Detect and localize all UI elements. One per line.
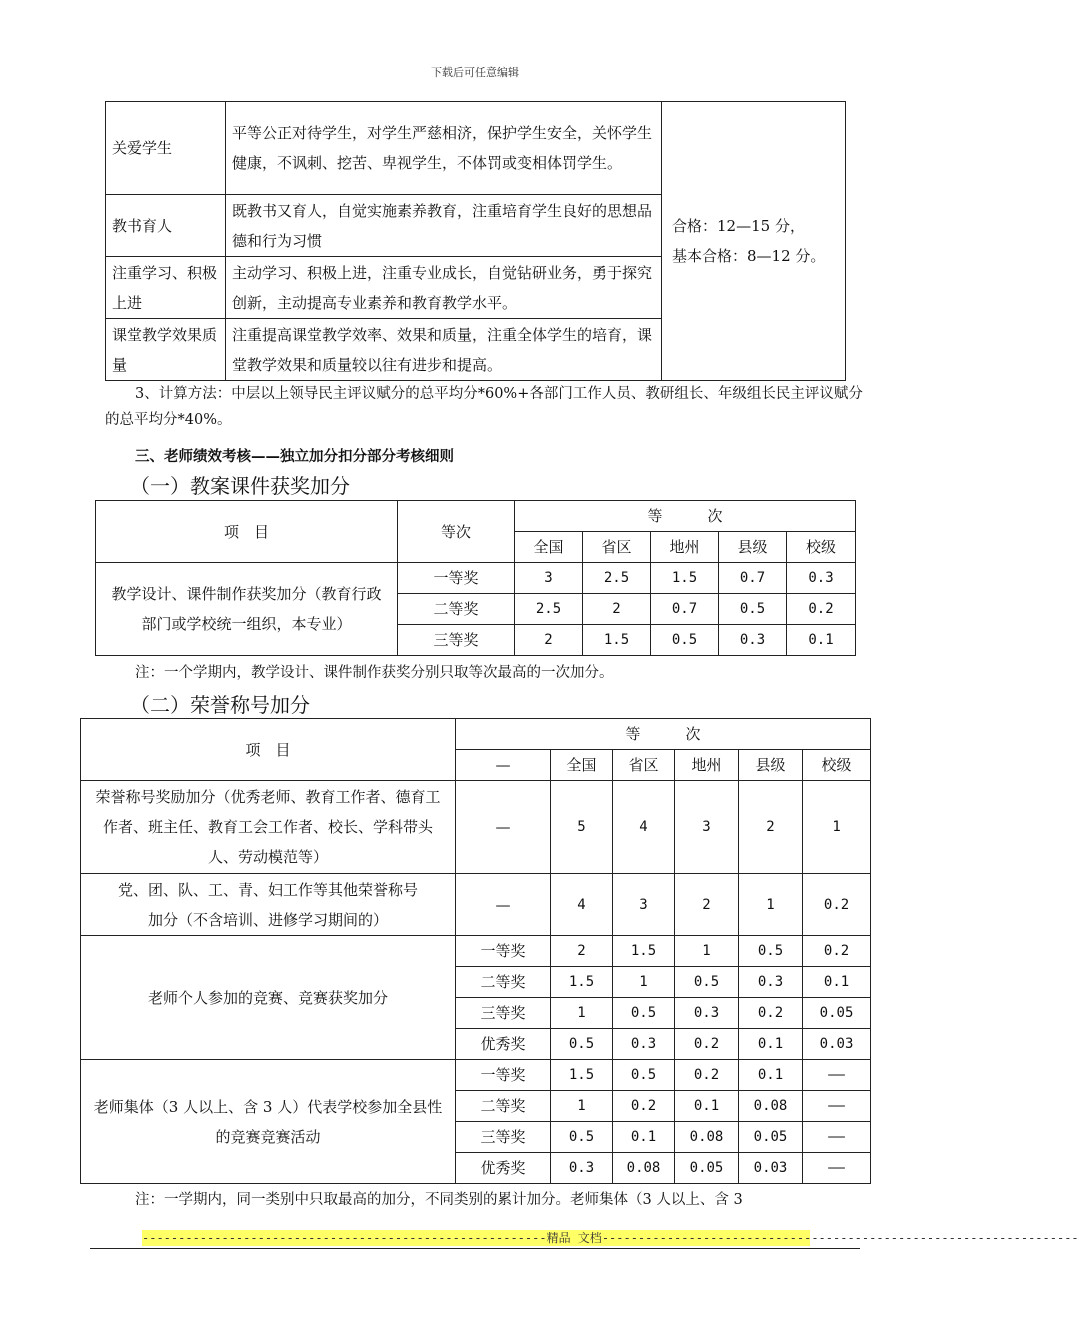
value-cell: 0.5 <box>613 998 675 1029</box>
value-cell: 4 <box>613 781 675 874</box>
grade-cell: 三等奖 <box>456 1122 551 1153</box>
item-cell: 教学设计、课件制作获奖加分（教育行政部门或学校统一组织，本专业） <box>96 563 398 656</box>
grade-cell: — <box>456 874 551 936</box>
desc-cell: 平等公正对待学生，对学生严慈相济，保护学生安全，关怀学生健康，不讽刺、挖苦、卑视学生，不体罚或变相体罚学生。 <box>226 102 662 195</box>
level-header: 省区 <box>583 532 651 563</box>
footer-label: 精品 文档 <box>546 1231 602 1245</box>
level-header: 县级 <box>719 532 787 563</box>
item-cell: 老师集体（3 人以上、含 3 人）代表学校参加全县性的竞赛竞赛活动 <box>81 1060 456 1184</box>
grade-cell: 一等奖 <box>456 1060 551 1091</box>
value-cell: 1.5 <box>651 563 719 594</box>
item-cell: 教书育人 <box>106 195 226 257</box>
value-cell: 2 <box>583 594 651 625</box>
value-cell: 1 <box>803 781 871 874</box>
header-dash: — <box>456 750 551 781</box>
value-cell: —— <box>803 1060 871 1091</box>
item-cell: 荣誉称号奖励加分（优秀老师、教育工作者、德育工作者、班主任、教育工会工作者、校长、学科带头人、劳动模范等） <box>81 781 456 874</box>
grade-cell: 三等奖 <box>398 625 515 656</box>
item-cell: 注重学习、积极上进 <box>106 257 226 319</box>
value-cell: 0.05 <box>803 998 871 1029</box>
value-cell: 0.5 <box>675 967 739 998</box>
value-cell: 0.5 <box>551 1122 613 1153</box>
value-cell: 0.05 <box>739 1122 803 1153</box>
item-cell: 老师个人参加的竞赛、竞赛获奖加分 <box>81 936 456 1060</box>
grade-cell: 二等奖 <box>456 1091 551 1122</box>
desc-cell: 主动学习、积极上进，注重专业成长，自觉钻研业务，勇于探究创新，主动提高专业素养和教育教学水平。 <box>226 257 662 319</box>
value-cell: 0.08 <box>613 1153 675 1184</box>
value-cell: 3 <box>515 563 583 594</box>
value-cell: 0.5 <box>719 594 787 625</box>
value-cell: 0.2 <box>803 874 871 936</box>
value-cell: 0.1 <box>787 625 856 656</box>
value-cell: 3 <box>675 781 739 874</box>
header-item: 项 目 <box>96 501 398 563</box>
value-cell: 0.5 <box>651 625 719 656</box>
value-cell: 0.1 <box>613 1122 675 1153</box>
value-cell: 0.5 <box>613 1060 675 1091</box>
value-cell: 1 <box>551 1091 613 1122</box>
value-cell: 0.3 <box>613 1029 675 1060</box>
value-cell: 0.08 <box>675 1122 739 1153</box>
subsection-title: （二）荣誉称号加分 <box>130 693 310 717</box>
evaluation-table <box>105 101 846 381</box>
value-cell: 1 <box>675 936 739 967</box>
value-cell: 1.5 <box>583 625 651 656</box>
value-cell: 1 <box>551 998 613 1029</box>
value-cell: 2 <box>551 936 613 967</box>
value-cell: 1.5 <box>551 967 613 998</box>
level-header: 县级 <box>739 750 803 781</box>
level-header: 校级 <box>787 532 856 563</box>
grade-cell: 一等奖 <box>398 563 515 594</box>
level-header: 全国 <box>551 750 613 781</box>
value-cell: 3 <box>613 874 675 936</box>
note-text: 注：一个学期内，教学设计、课件制作获奖分别只取等次最高的一次加分。 <box>135 665 614 681</box>
value-cell: 1.5 <box>551 1060 613 1091</box>
value-cell: 0.2 <box>675 1029 739 1060</box>
value-cell: 0.08 <box>739 1091 803 1122</box>
value-cell: 0.7 <box>651 594 719 625</box>
value-cell: 5 <box>551 781 613 874</box>
subsection-title: （一）教案课件获奖加分 <box>130 474 350 498</box>
value-cell: 4 <box>551 874 613 936</box>
value-cell: 0.5 <box>551 1029 613 1060</box>
value-cell: 0.05 <box>675 1153 739 1184</box>
value-cell: 1 <box>739 874 803 936</box>
value-cell: —— <box>803 1091 871 1122</box>
item-cell: 课堂教学效果质量 <box>106 319 226 381</box>
value-cell: 0.1 <box>739 1060 803 1091</box>
value-cell: 1.5 <box>613 936 675 967</box>
value-cell: 0.3 <box>719 625 787 656</box>
value-cell: 0.2 <box>739 998 803 1029</box>
value-cell: 0.7 <box>719 563 787 594</box>
level-header: 校级 <box>803 750 871 781</box>
footer-banner: --------------------------------------------------------精品 文档------------------------------------------------------------------ <box>142 1231 1079 1245</box>
grade-cell: 二等奖 <box>456 967 551 998</box>
level-header: 全国 <box>515 532 583 563</box>
value-cell: 0.03 <box>739 1153 803 1184</box>
item-cell: 关爱学生 <box>106 102 226 195</box>
value-cell: 0.3 <box>675 998 739 1029</box>
grade-cell: 优秀奖 <box>456 1153 551 1184</box>
value-cell: 0.2 <box>675 1060 739 1091</box>
header-item: 项 目 <box>81 719 456 781</box>
desc-cell: 既教书又育人，自觉实施素养教育，注重培育学生良好的思想品德和行为习惯 <box>226 195 662 257</box>
value-cell: 0.3 <box>551 1153 613 1184</box>
value-cell: 2 <box>515 625 583 656</box>
value-cell: —— <box>803 1153 871 1184</box>
value-cell: 0.3 <box>739 967 803 998</box>
item-cell: 党、团、队、工、青、妇工作等其他荣誉称号加分（不含培训、进修学习期间的） <box>81 874 456 936</box>
score-line: 基本合格：8—12 分。 <box>672 247 826 265</box>
value-cell: 0.1 <box>675 1091 739 1122</box>
header-level: 等 次 <box>515 501 856 532</box>
value-cell: 0.3 <box>787 563 856 594</box>
value-cell: 0.2 <box>787 594 856 625</box>
value-cell: 2.5 <box>515 594 583 625</box>
value-cell: 0.1 <box>803 967 871 998</box>
header-level: 等 次 <box>456 719 871 750</box>
value-cell: 0.5 <box>739 936 803 967</box>
grade-cell: 一等奖 <box>456 936 551 967</box>
value-cell: 0.2 <box>803 936 871 967</box>
honor-title-table <box>80 718 871 1184</box>
grade-cell: 三等奖 <box>456 998 551 1029</box>
value-cell: 0.03 <box>803 1029 871 1060</box>
page-header: 下载后可任意编辑 <box>431 66 519 79</box>
grade-cell: 优秀奖 <box>456 1029 551 1060</box>
score-line: 合格：12—15 分， <box>672 217 805 235</box>
level-header: 地州 <box>675 750 739 781</box>
footer-divider <box>90 1248 860 1249</box>
value-cell: 1 <box>613 967 675 998</box>
grade-cell: — <box>456 781 551 874</box>
value-cell: 0.2 <box>613 1091 675 1122</box>
grade-cell: 二等奖 <box>398 594 515 625</box>
value-cell: —— <box>803 1122 871 1153</box>
level-header: 省区 <box>613 750 675 781</box>
value-cell: 2 <box>739 781 803 874</box>
section-title: 三、老师绩效考核——独立加分扣分部分考核细则 <box>135 449 454 465</box>
courseware-award-table <box>95 500 856 656</box>
note-text: 注：一学期内，同一类别中只取最高的加分，不同类别的累计加分。老师集体（3 人以上、含 3 <box>135 1192 743 1208</box>
value-cell: 2.5 <box>583 563 651 594</box>
level-header: 地州 <box>651 532 719 563</box>
value-cell: 2 <box>675 874 739 936</box>
desc-cell: 注重提高课堂教学效率、效果和质量，注重全体学生的培育，课堂教学效果和质量较以往有进步和提高。 <box>226 319 662 381</box>
calc-method-text: 3、计算方法：中层以上领导民主评议赋分的总平均分*60%+各部门工作人员、教研组长、年级组长民主评议赋分的总平均分*40%。 <box>105 386 863 428</box>
score-cell <box>662 102 846 381</box>
value-cell: 0.1 <box>739 1029 803 1060</box>
header-grade: 等次 <box>398 501 515 563</box>
